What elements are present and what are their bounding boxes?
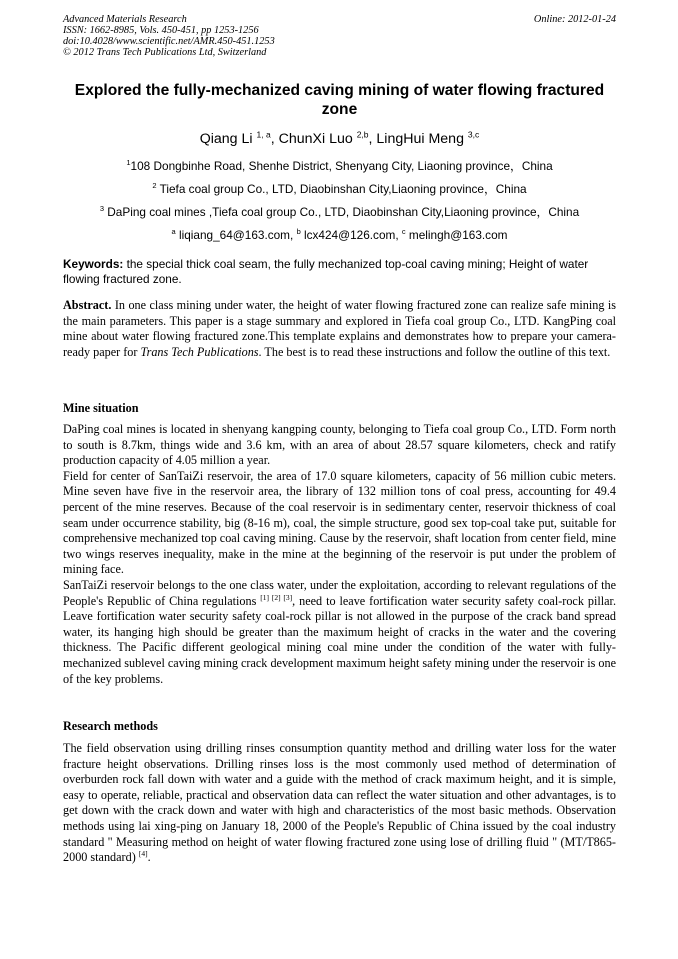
- paragraph: [63, 741, 616, 866]
- affiliation-3: [63, 205, 616, 219]
- copyright-line: © 2012 Trans Tech Publications Ltd, Switzerland: [63, 47, 267, 58]
- affiliation-text: Tiefa coal group Co., LTD, Diaobinshan City,Liaoning province，China: [156, 182, 527, 196]
- paragraph-text: .: [147, 850, 151, 865]
- paragraph: DaPing coal mines is located in shenyang kangping county, belonging to Tiefa coal group Co., LTD. Form north to south is 8.7km, things wide and 3.6 km, with an area of about 28.57 square kilometers, check and ratify production capacity of 4.05 million a year.: [63, 422, 616, 468]
- author-name: Qiang Li: [199, 131, 253, 147]
- affiliation-1: [63, 159, 616, 173]
- online-date: Online: 2012-01-24: [533, 14, 616, 25]
- doi-line: doi:10.4028/www.scientific.net/AMR.450-451.1253: [63, 36, 275, 47]
- citation-refs: [1] [2] [3]: [260, 592, 293, 602]
- email-line: [63, 228, 616, 242]
- section-research-methods: [63, 741, 616, 866]
- email-b: lcx424@126.com,: [300, 228, 402, 242]
- paper-title: Explored the fully-mechanized caving mining of water flowing fractured zone: [74, 82, 605, 118]
- paragraph-text: The field observation using drilling rinses consumption quantity method and drilling water loss for the water fracture height observations. Drilling rinses loss is the most commonly used method of determination of overburden rock fall down with water and a guide with the method of crack maximum height, and it is simple, easy to operate, reliable, practical and observation data can reflect the water situation and other advantages, is to get down with the crack down and water with high and characteristics of the most basic methods. Observation methods using lai xing-ping on January 18, 2000 of the People's Republic of China issued by the coal industry standard " Measuring method on height of water flowing fractured zone using lose of drilling fluid " (MT/T865-2000 standard): [63, 741, 616, 865]
- email-mark: c: [401, 227, 406, 237]
- affiliation-mark: 2: [152, 181, 157, 191]
- section-mine-situation: [63, 422, 616, 687]
- author-name: LingHui Meng: [376, 131, 464, 147]
- paragraph-text: , need to leave fortification water security safety coal-rock pillar. Leave fortification water security safety coal-rock pillar is not allowed in the purpose of the crack band spread water, its hanging high should be greater than the maximum height of cracks in the water and the covering thickness. The Pacific different geological mining coal mine under the condition of the water with fully-mechanized sublevel caving mining crack development maximum height safety mining under the reservoir is one of the key problems.: [63, 593, 617, 686]
- affiliation-text: 108 Dongbinhe Road, Shenhe District, Shenyang City, Liaoning province，China: [130, 159, 553, 173]
- author-affiliation-mark: 1, a: [256, 129, 271, 140]
- affiliation-mark: 1: [126, 158, 131, 168]
- author-affiliation-mark: 3,c: [467, 129, 480, 140]
- affiliation-text: DaPing coal mines ,Tiefa coal group Co., LTD, Diaobinshan City,Liaoning province，China: [103, 205, 580, 219]
- abstract: [63, 298, 616, 360]
- keywords: [63, 257, 616, 287]
- section-heading-mine-situation: Mine situation: [63, 401, 139, 415]
- email-a: liqiang_64@163.com,: [175, 228, 297, 242]
- citation-ref: [4]: [138, 849, 148, 859]
- abstract-text: In one class mining under water, the height of water flowing fractured zone can realize safe mining is the main parameters. This paper is a stage summary and explored in Tiefa coal group Co., LTD. KangPing coal mine about water flowing fractured zone.This template explains and demonstrates how to prepare your camera-ready paper for: [63, 298, 616, 359]
- issn-line: ISSN: 1662-8985, Vols. 450-451, pp 1253-1256: [63, 25, 259, 36]
- journal-header: [63, 14, 616, 58]
- paragraph: [63, 578, 616, 687]
- author-separator: ,: [270, 131, 279, 147]
- abstract-text-end: . The best is to read these instructions and follow the outline of this text.: [258, 344, 611, 359]
- affiliation-mark: 3: [99, 204, 104, 214]
- keywords-label: Keywords:: [63, 257, 124, 271]
- paragraph-text: SanTaiZi reservoir belongs to the one class water, under the exploitation, according to relevant regulations of the People's Republic of China regulations: [63, 577, 616, 608]
- email-c: melingh@163.com: [405, 228, 508, 242]
- keywords-text: the special thick coal seam, the fully mechanized top-coal caving mining; Height of water flowing fractured zone.: [63, 257, 589, 286]
- publisher-name: Trans Tech Publications: [140, 344, 259, 359]
- author-name: ChunXi Luo: [278, 131, 353, 147]
- author-affiliation-mark: 2,b: [356, 129, 369, 140]
- email-mark: b: [296, 227, 301, 237]
- section-heading-research-methods: Research methods: [63, 719, 158, 733]
- journal-name: Advanced Materials Research: [63, 14, 187, 25]
- paragraph: Field for center of SanTaiZi reservoir, the area of 17.0 square kilometers, capacity of 56 million cubic meters. Mine seven have five in the reservoir area, the library of 132 million tons of coal press, accounting for 49.4 percent of the mine reserves. Because of the coal reservoir is in sedimentary center, reservoir thickness of coal seam under occurrence stability, big (8-16 m), coal, the simple structure, good sex top-coal take put, suitable for comprehensive mechanized top coal caving mining. Cause by the reservoir, shaft location from center field, mine two wings reserves inequality, make in the mine at the beginning of the reservoir is put under the problem of mining face.: [63, 468, 616, 577]
- email-mark: a: [171, 227, 176, 237]
- author-list: [63, 130, 616, 148]
- abstract-label: Abstract.: [63, 298, 112, 312]
- affiliation-2: [63, 182, 616, 196]
- author-separator: ,: [368, 131, 377, 147]
